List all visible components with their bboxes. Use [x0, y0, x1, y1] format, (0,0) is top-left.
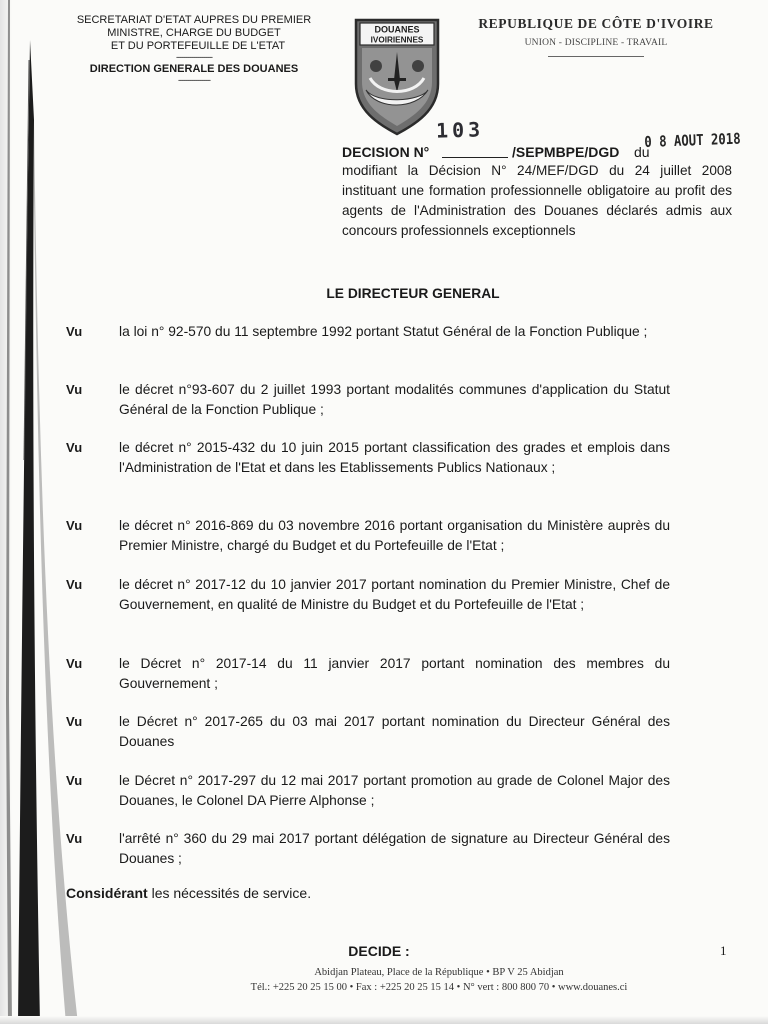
considerant-text: les nécessités de service.: [147, 885, 312, 901]
vu-text: l'arrêté n° 360 du 29 mai 2017 portant délégation de signature au Directeur Général des Douanes ;: [119, 831, 670, 866]
vu-item: [66, 575, 670, 614]
vu-text: la loi n° 92-570 du 11 septembre 1992 portant Statut Général de la Fonction Publique ;: [119, 324, 648, 339]
considerant-label: Considérant: [66, 885, 148, 901]
separator-dashes: ----------------: [178, 75, 210, 85]
vu-text: le décret n°93-607 du 2 juillet 1993 portant modalités communes d'application du Statut Général de la Fonction Publique ;: [119, 382, 670, 417]
date-stamp: 0 8 AOUT 2018: [644, 129, 741, 151]
separator-dashes: ------------------: [176, 52, 212, 62]
decision-reference: /SEPMBPE/DGD: [512, 144, 620, 160]
footer-address: [100, 965, 768, 995]
vu-text: le Décret n° 2017-14 du 11 janvier 2017 portant nomination des membres du Gouvernement ;: [119, 656, 670, 691]
vu-label: Vu: [66, 518, 83, 533]
decision-du: du: [634, 144, 650, 160]
footer-line-1: Abidjan Plateau, Place de la République • BP V 25 Abidjan: [314, 967, 564, 978]
vu-label: Vu: [66, 773, 83, 788]
decision-subject: modifiant la Décision N° 24/MEF/DGD du 24 juillet 2008 instituant une formation professionnelle obligatoire au profit des agents de l'Administration des Douanes déclarés admis aux concours professionnels exceptionnels: [342, 163, 732, 238]
vu-label: Vu: [66, 656, 83, 671]
vu-text: le décret n° 2015-432 du 10 juin 2015 portant classification des grades et emplois dans l'Administration de l'Etat et dans les Etablissements Publics Nationaux ;: [119, 440, 670, 475]
vu-item: [66, 654, 670, 693]
vu-label: Vu: [66, 831, 83, 846]
decision-number-line: [342, 117, 741, 160]
handwritten-decision-number: 103: [435, 117, 485, 143]
ministry-line-1: SECRETARIAT D'ETAT AUPRES DU PREMIER: [76, 14, 312, 26]
director-heading: LE DIRECTEUR GENERAL: [326, 286, 500, 301]
issuer-header: [58, 14, 330, 84]
vu-item: [66, 712, 670, 751]
decision-block: [342, 117, 741, 241]
country-header: [468, 16, 724, 57]
footer-line-2: Tél.: +225 20 25 15 00 • Fax : +225 20 25 15 14 • N° vert : 800 800 70 • www.douanes.ci: [250, 982, 628, 993]
vu-item: [66, 516, 670, 555]
emblem-text-1: DOUANES: [374, 24, 420, 35]
customs-shield-emblem-icon: [354, 18, 440, 136]
vu-item: [66, 322, 670, 342]
motto-underline: [548, 56, 644, 57]
vu-item: [66, 829, 670, 868]
direction-name: DIRECTION GENERALE DES DOUANES: [89, 63, 299, 75]
vu-text: le décret n° 2017-12 du 10 janvier 2017 portant nomination du Premier Ministre, Chef de Gouvernement, en qualité de Ministre du Budget et du Portefeuille de l'Etat ;: [119, 577, 670, 612]
vu-text: le Décret n° 2017-297 du 12 mai 2017 portant promotion au grade de Colonel Major des Douanes, le Colonel DA Pierre Alphonse ;: [119, 773, 670, 808]
considerant-line: [66, 885, 311, 901]
national-motto: UNION - DISCIPLINE - TRAVAIL: [524, 38, 668, 48]
decision-label: DECISION N°: [342, 144, 430, 160]
ministry-line-2: MINISTRE, CHARGE DU BUDGET: [107, 27, 281, 39]
vu-text: le Décret n° 2017-265 du 03 mai 2017 portant nomination du Directeur Général des Douanes: [119, 714, 670, 749]
decide-heading: DECIDE :: [348, 943, 410, 959]
vu-item: [66, 438, 670, 477]
vu-item: [66, 380, 670, 419]
vu-label: Vu: [66, 440, 83, 455]
binding-shadow: [0, 0, 83, 1024]
vu-label: Vu: [66, 714, 83, 729]
republic-title: REPUBLIQUE DE CÔTE D'IVOIRE: [478, 16, 714, 31]
number-blank-line: [442, 157, 508, 158]
vu-text: le décret n° 2016-869 du 03 novembre 2016 portant organisation du Ministère auprès du Premier Ministre, chargé du Budget et du Portefeuille de l'Etat ;: [119, 518, 670, 553]
scan-edge-bottom: [0, 1016, 768, 1024]
emblem-text-2: IVOIRIENNES: [370, 35, 424, 45]
page-number: 1: [720, 943, 727, 958]
vu-item: [66, 771, 670, 810]
vu-label: Vu: [66, 382, 83, 397]
vu-label: Vu: [66, 324, 83, 339]
vu-label: Vu: [66, 577, 83, 592]
ministry-line-3: ET DU PORTEFEUILLE DE L'ETAT: [110, 40, 286, 52]
